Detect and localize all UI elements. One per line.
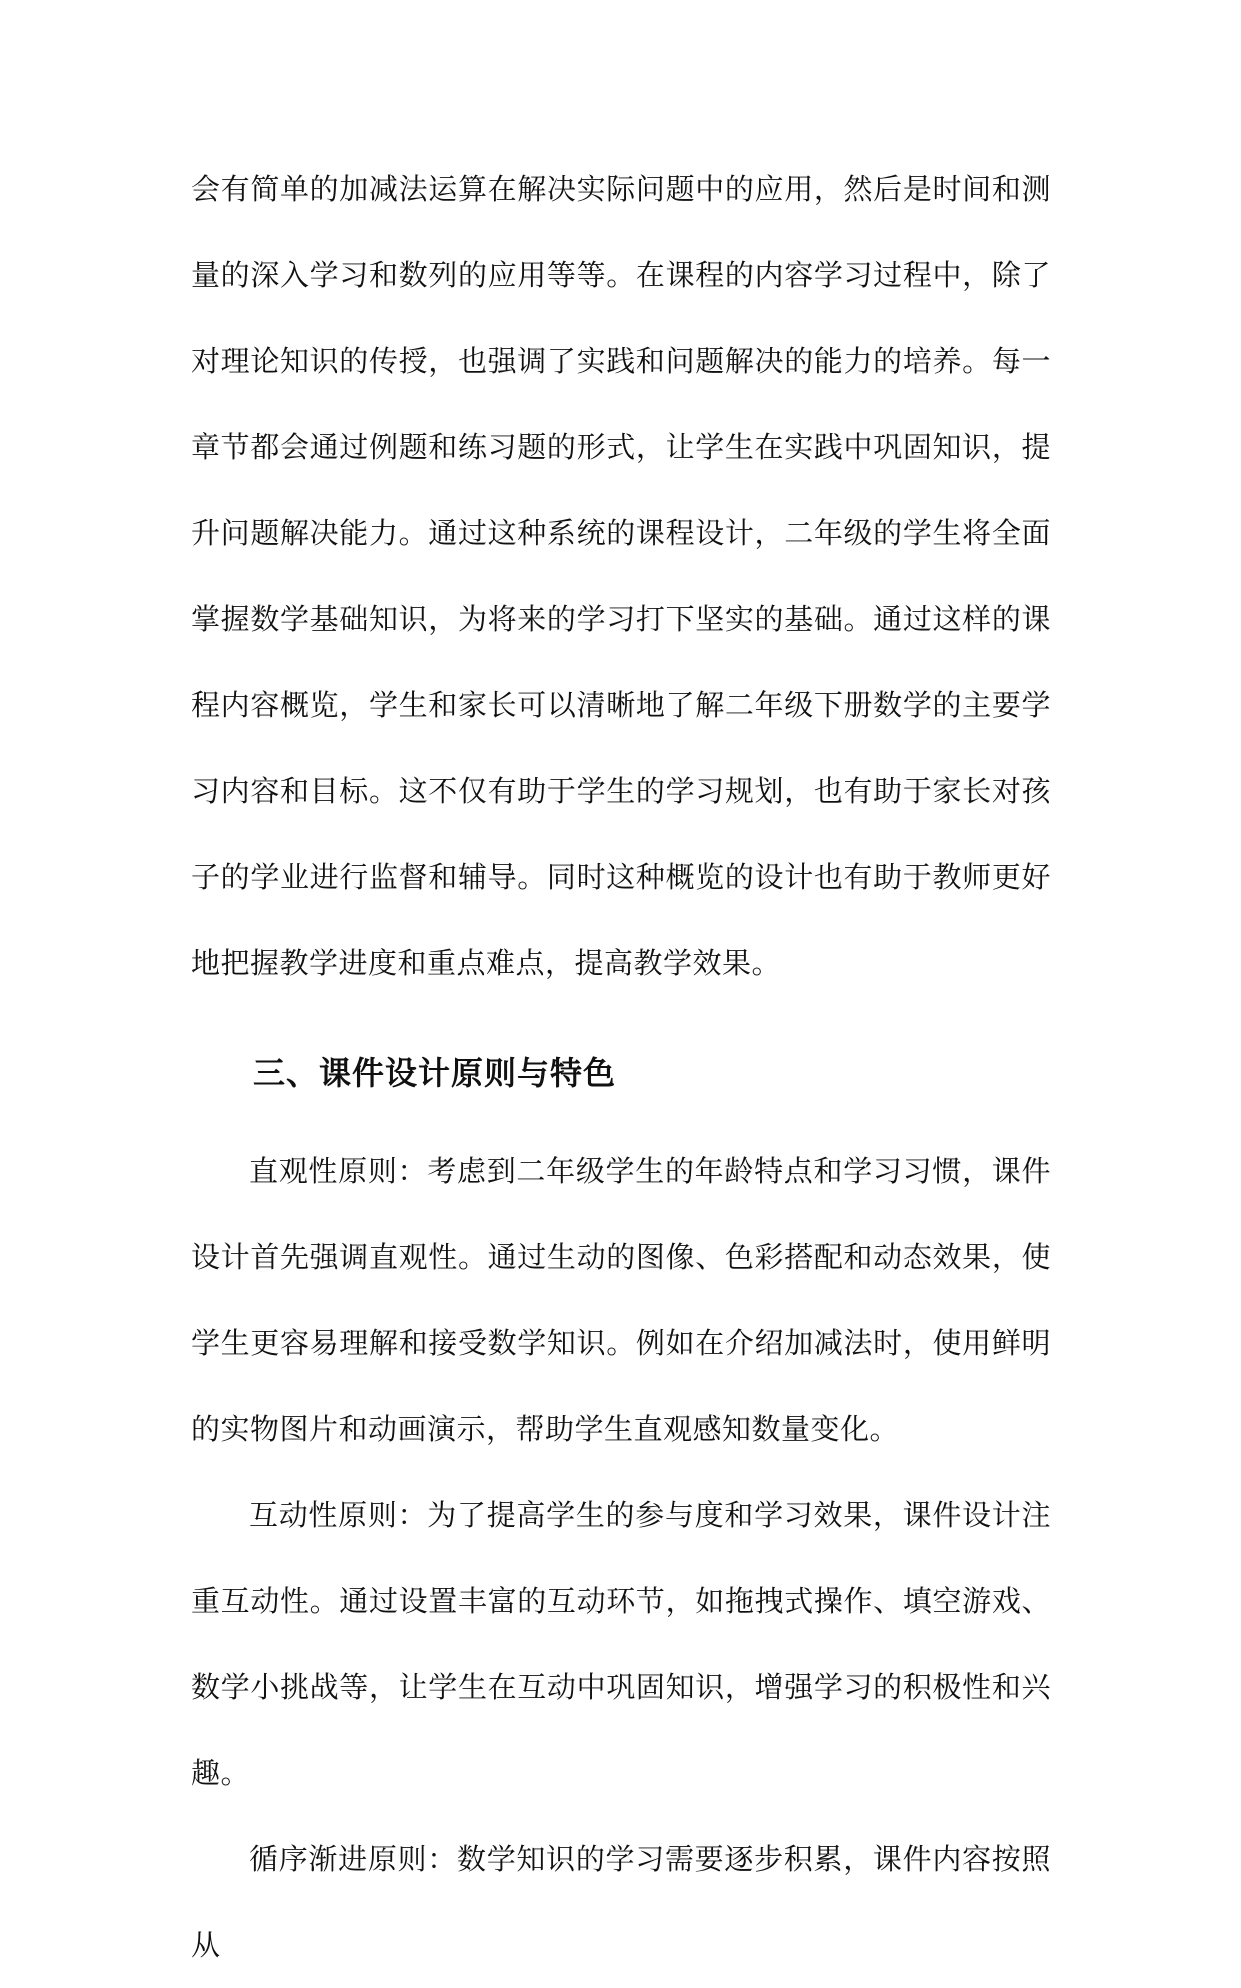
progressive-principle-paragraph: 循序渐进原则：数学知识的学习需要逐步积累，课件内容按照从 — [191, 1842, 1051, 1962]
intuitive-principle-paragraph: 直观性原则：考虑到二年级学生的年龄特点和学习习惯，课件设计首先强调直观性。通过生动的图像、色彩搭配和动态效果，使学生更容易理解和接受数学知识。例如在介绍加减法时，使用鲜明的实物图片和动画演示，帮助学生直观感知数量变化。 — [191, 1154, 1051, 1446]
interactive-principle-paragraph: 互动性原则：为了提高学生的参与度和学习效果，课件设计注重互动性。通过设置丰富的互动环节，如拖拽式操作、填空游戏、数学小挑战等，让学生在互动中巩固知识，增强学习的积极性和兴趣。 — [191, 1498, 1051, 1790]
document-body — [191, 146, 1051, 1988]
intro-paragraph: 会有简单的加减法运算在解决实际问题中的应用，然后是时间和测量的深入学习和数列的应用等等。在课程的内容学习过程中，除了对理论知识的传授，也强调了实践和问题解决的能力的培养。每一章节都会通过例题和练习题的形式，让学生在实践中巩固知识，提升问题解决能力。通过这种系统的课程设计，二年级的学生将全面掌握数学基础知识，为将来的学习打下坚实的基础。通过这样的课程内容概览，学生和家长可以清晰地了解二年级下册数学的主要学习内容和目标。这不仅有助于学生的学习规划，也有助于家长对孩子的学业进行监督和辅导。同时这种概览的设计也有助于教师更好地把握教学进度和重点难点，提高教学效果。 — [191, 172, 1051, 980]
section-heading: 三、课件设计原则与特色 — [253, 1054, 617, 1092]
